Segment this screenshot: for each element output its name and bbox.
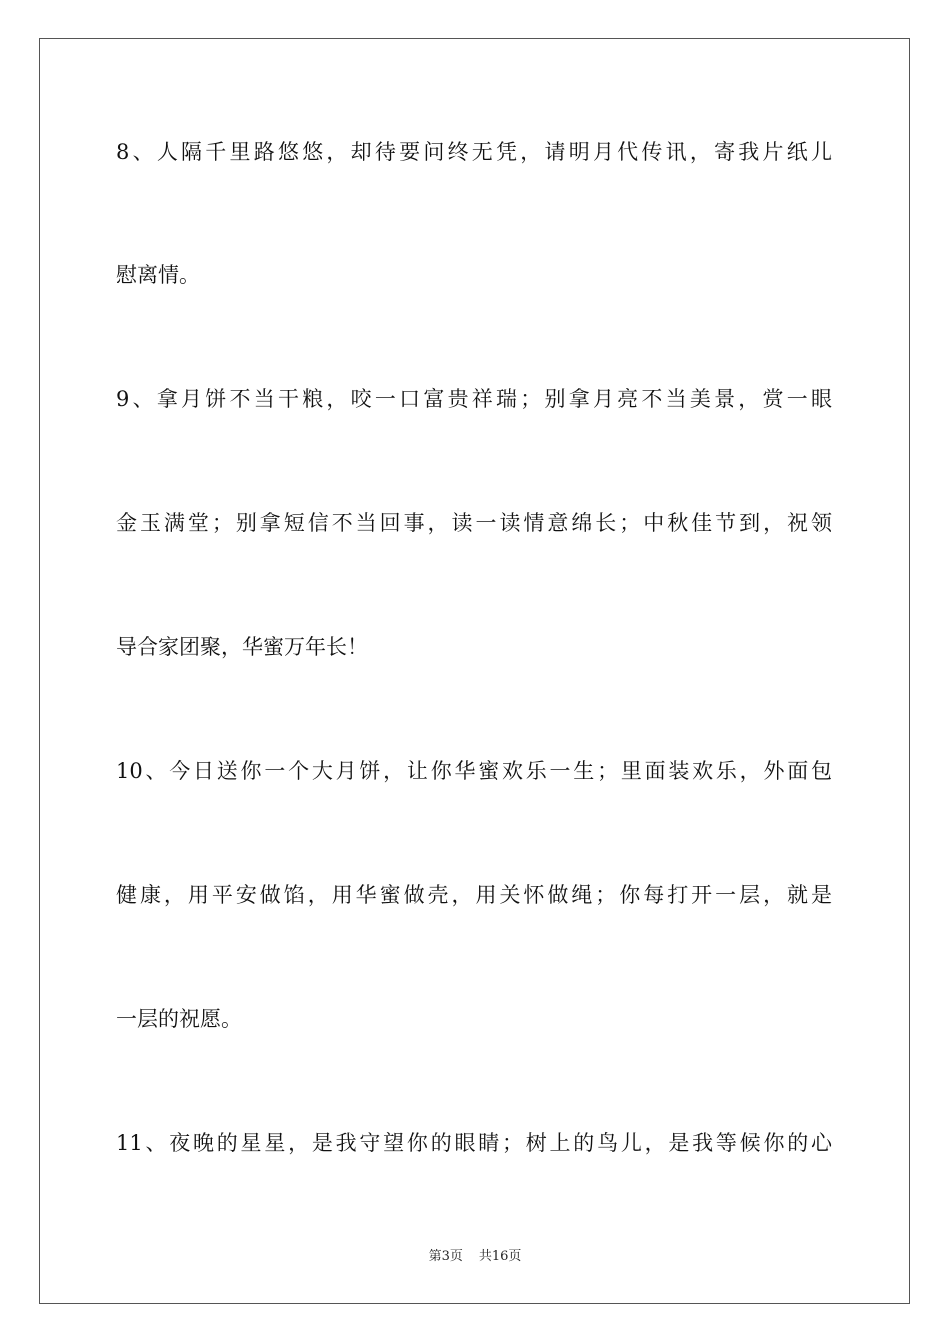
text-line-3: 9、拿月饼不当干粮，咬一口富贵祥瑞；别拿月亮不当美景，赏一眼 [116,387,832,411]
text-line-8: 一层的祝愿。 [116,1007,242,1031]
text-line-5: 导合家团聚，华蜜万年长！ [116,635,368,659]
text-line-6: 10、今日送你一个大月饼，让你华蜜欢乐一生；里面装欢乐，外面包 [116,759,832,783]
text-line-1: 8、人隔千里路悠悠，却待要问终无凭，请明月代传讯，寄我片纸儿 [116,140,832,164]
page-number: 第3页 [428,1249,463,1264]
page-total: 共16页 [478,1249,522,1264]
page-footer [0,1249,950,1265]
text-line-4: 金玉满堂；别拿短信不当回事，读一读情意绵长；中秋佳节到，祝领 [116,511,832,535]
text-line-2: 慰离情。 [116,263,200,287]
text-line-7: 健康，用平安做馅，用华蜜做壳，用关怀做绳；你每打开一层，就是 [116,883,832,907]
page-border [39,38,910,1304]
text-line-9: 11、夜晚的星星，是我守望你的眼睛；树上的鸟儿，是我等候你的心 [116,1131,832,1155]
